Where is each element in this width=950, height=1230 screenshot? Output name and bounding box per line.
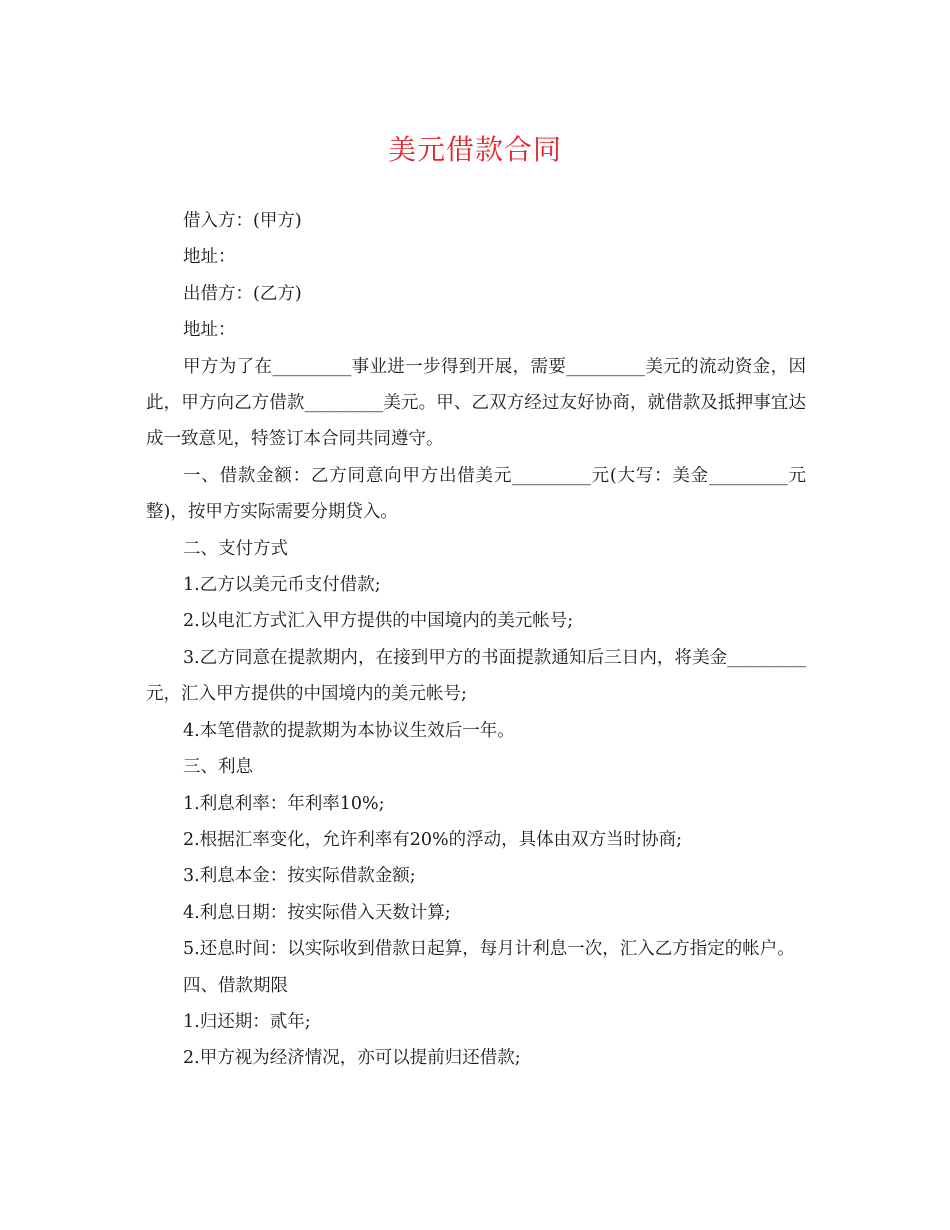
paragraph-lender: 出借方：(乙方)	[183, 283, 302, 304]
document-body	[146, 203, 806, 1077]
section-heading-payment: 二、支付方式	[183, 538, 288, 559]
paragraph-interest-3: 3.利息本金：按实际借款金额;	[183, 866, 416, 887]
document-title: 美元借款合同	[387, 133, 562, 166]
paragraph-preamble: 甲方为了在_________事业进一步得到开展，需要_________美元的流动资金，因此，甲方向乙方借款_________美元。甲、乙双方经过友好协商，就借款及抵押事宜达成一致意见，特签订本合同共同遵守。	[146, 356, 806, 450]
paragraph-borrower: 借入方：(甲方)	[183, 211, 302, 231]
paragraph-interest-5: 5.还息时间：以实际收到借款日起算，每月计利息一次，汇入乙方指定的帐户。	[183, 939, 795, 960]
paragraph-interest-2: 2.根据汇率变化，允许利率有20%的浮动，具体由双方当时协商;	[183, 829, 682, 850]
paragraph-term-1: 1.归还期：贰年;	[183, 1011, 311, 1032]
paragraph-interest-1: 1.利息利率：年利率10%;	[183, 793, 385, 814]
paragraph-payment-4: 4.本笔借款的提款期为本协议生效后一年。	[183, 720, 515, 741]
paragraph-payment-2: 2.以电汇方式汇入甲方提供的中国境内的美元帐号;	[183, 611, 574, 632]
paragraph-lender-address: 地址：	[183, 320, 236, 341]
section-heading-term: 四、借款期限	[183, 975, 288, 996]
paragraph-loan-amount: 一、借款金额：乙方同意向甲方出借美元_________元(大写：美金_________元整)，按甲方实际需要分期贷入。	[146, 465, 806, 523]
paragraph-payment-3: 3.乙方同意在提款期内，在接到甲方的书面提款通知后三日内，将美金_________元，汇入甲方提供的中国境内的美元帐号;	[146, 647, 806, 705]
paragraph-payment-1: 1.乙方以美元币支付借款;	[183, 575, 381, 596]
paragraph-interest-4: 4.利息日期：按实际借入天数计算;	[183, 902, 451, 923]
paragraph-borrower-address: 地址：	[183, 247, 236, 268]
paragraph-term-2: 2.甲方视为经济情况，亦可以提前归还借款;	[183, 1048, 521, 1069]
section-heading-interest: 三、利息	[183, 757, 253, 778]
